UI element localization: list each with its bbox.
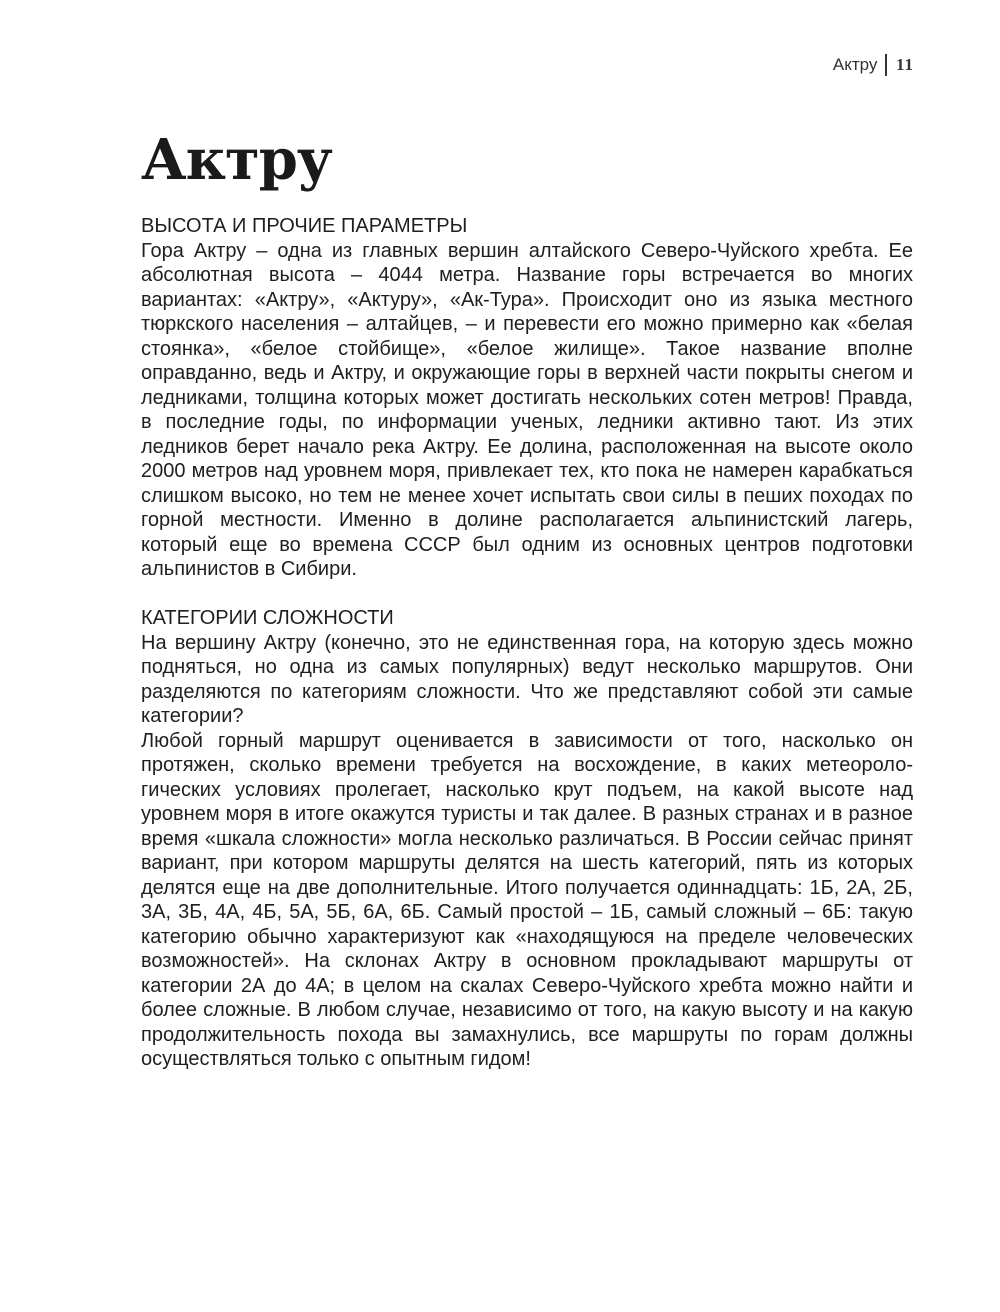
section-difficulty (141, 606, 913, 1072)
page-number: 11 (895, 55, 914, 74)
article-body (141, 214, 913, 1072)
section-heading: КАТЕГОРИИ СЛОЖНОСТИ (141, 607, 394, 629)
section-heading: ВЫСОТА И ПРОЧИЕ ПАРАМЕТРЫ (141, 215, 468, 237)
running-head (833, 54, 914, 76)
paragraph: Любой горный маршрут оценивается в зависимости от того, насколько он протяжен, сколько времени требуется на восхождение, в каких метеорологических условиях пролегает, насколько крут подъем, на какой высоте над уровнем моря в итоге окажутся туристы и так далее. В разных странах и в разное время «шкала сложности» могла несколько различаться. В России сейчас принят вариант, при котором маршруты делятся на шесть категорий, пять из которых делятся еще на две дополнительные. Итого получается одиннадцать: 1Б, 2А, 2Б, 3А, 3Б, 4А, 4Б, 5А, 5Б, 6А, 6Б. Самый простой – 1Б, самый сложный – 6Б: такую категорию обычно характеризуют как «находящуюся на пределе человеческих возможностей». На склонах Актру в основном прокладывают маршруты от категории 2А до 4А; в целом на скалах Северо-Чуйского хребта можно найти и более сложные. В любом случае, независимо от того, на какую высоту и на какую продолжительность похода вы замахнулись, все маршруты по горам должны осуществляться только с опытным гидом! (141, 729, 913, 1070)
running-head-chapter: Актру (832, 55, 878, 74)
paragraph: На вершину Актру (конечно, это не единственная гора, на которую здесь можно подняться, но одна из самых популярных) ведут несколько маршрутов. Они разделяются по категориям сложности. Что же представляют собой эти самые категории? (141, 631, 913, 727)
section-height (141, 214, 913, 582)
paragraph: Гора Актру – одна из главных вершин алтайского Северо-Чуйского хребта. Ее абсолютная высота – 4044 метра. Название горы встречается во многих вариантах: «Актру», «Актуру», «Ак-Тура». Происходит оно из языка местного тюркского населения – алтайцев, – и перевести его можно примерно как «белая стоянка», «белое стойбище», «белое жилище». Такое название вполне оправданно, ведь и Актру, и окружающие горы в верхней части покрыты снегом и ледниками, толщина которых может достигать нескольких сотен метров! Правда, в последние годы, по информации ученых, ледники активно тают. Из этих ледников берет начало река Актру. Ее долина, расположенная на высоте около 2000 метров над уровнем моря, привлекает тех, кто пока не намерен карабкаться слишком высоко, но тем не менее хочет испытать свои силы в пеших походах по горной местности. Именно в долине располагается альпинистский лагерь, который еще во времена СССР был одним из основных центров подготовки альпинистов в Сибири. (141, 239, 913, 580)
page-title: Актру (141, 127, 332, 193)
running-head-divider (885, 54, 887, 76)
section-gap (141, 582, 913, 607)
